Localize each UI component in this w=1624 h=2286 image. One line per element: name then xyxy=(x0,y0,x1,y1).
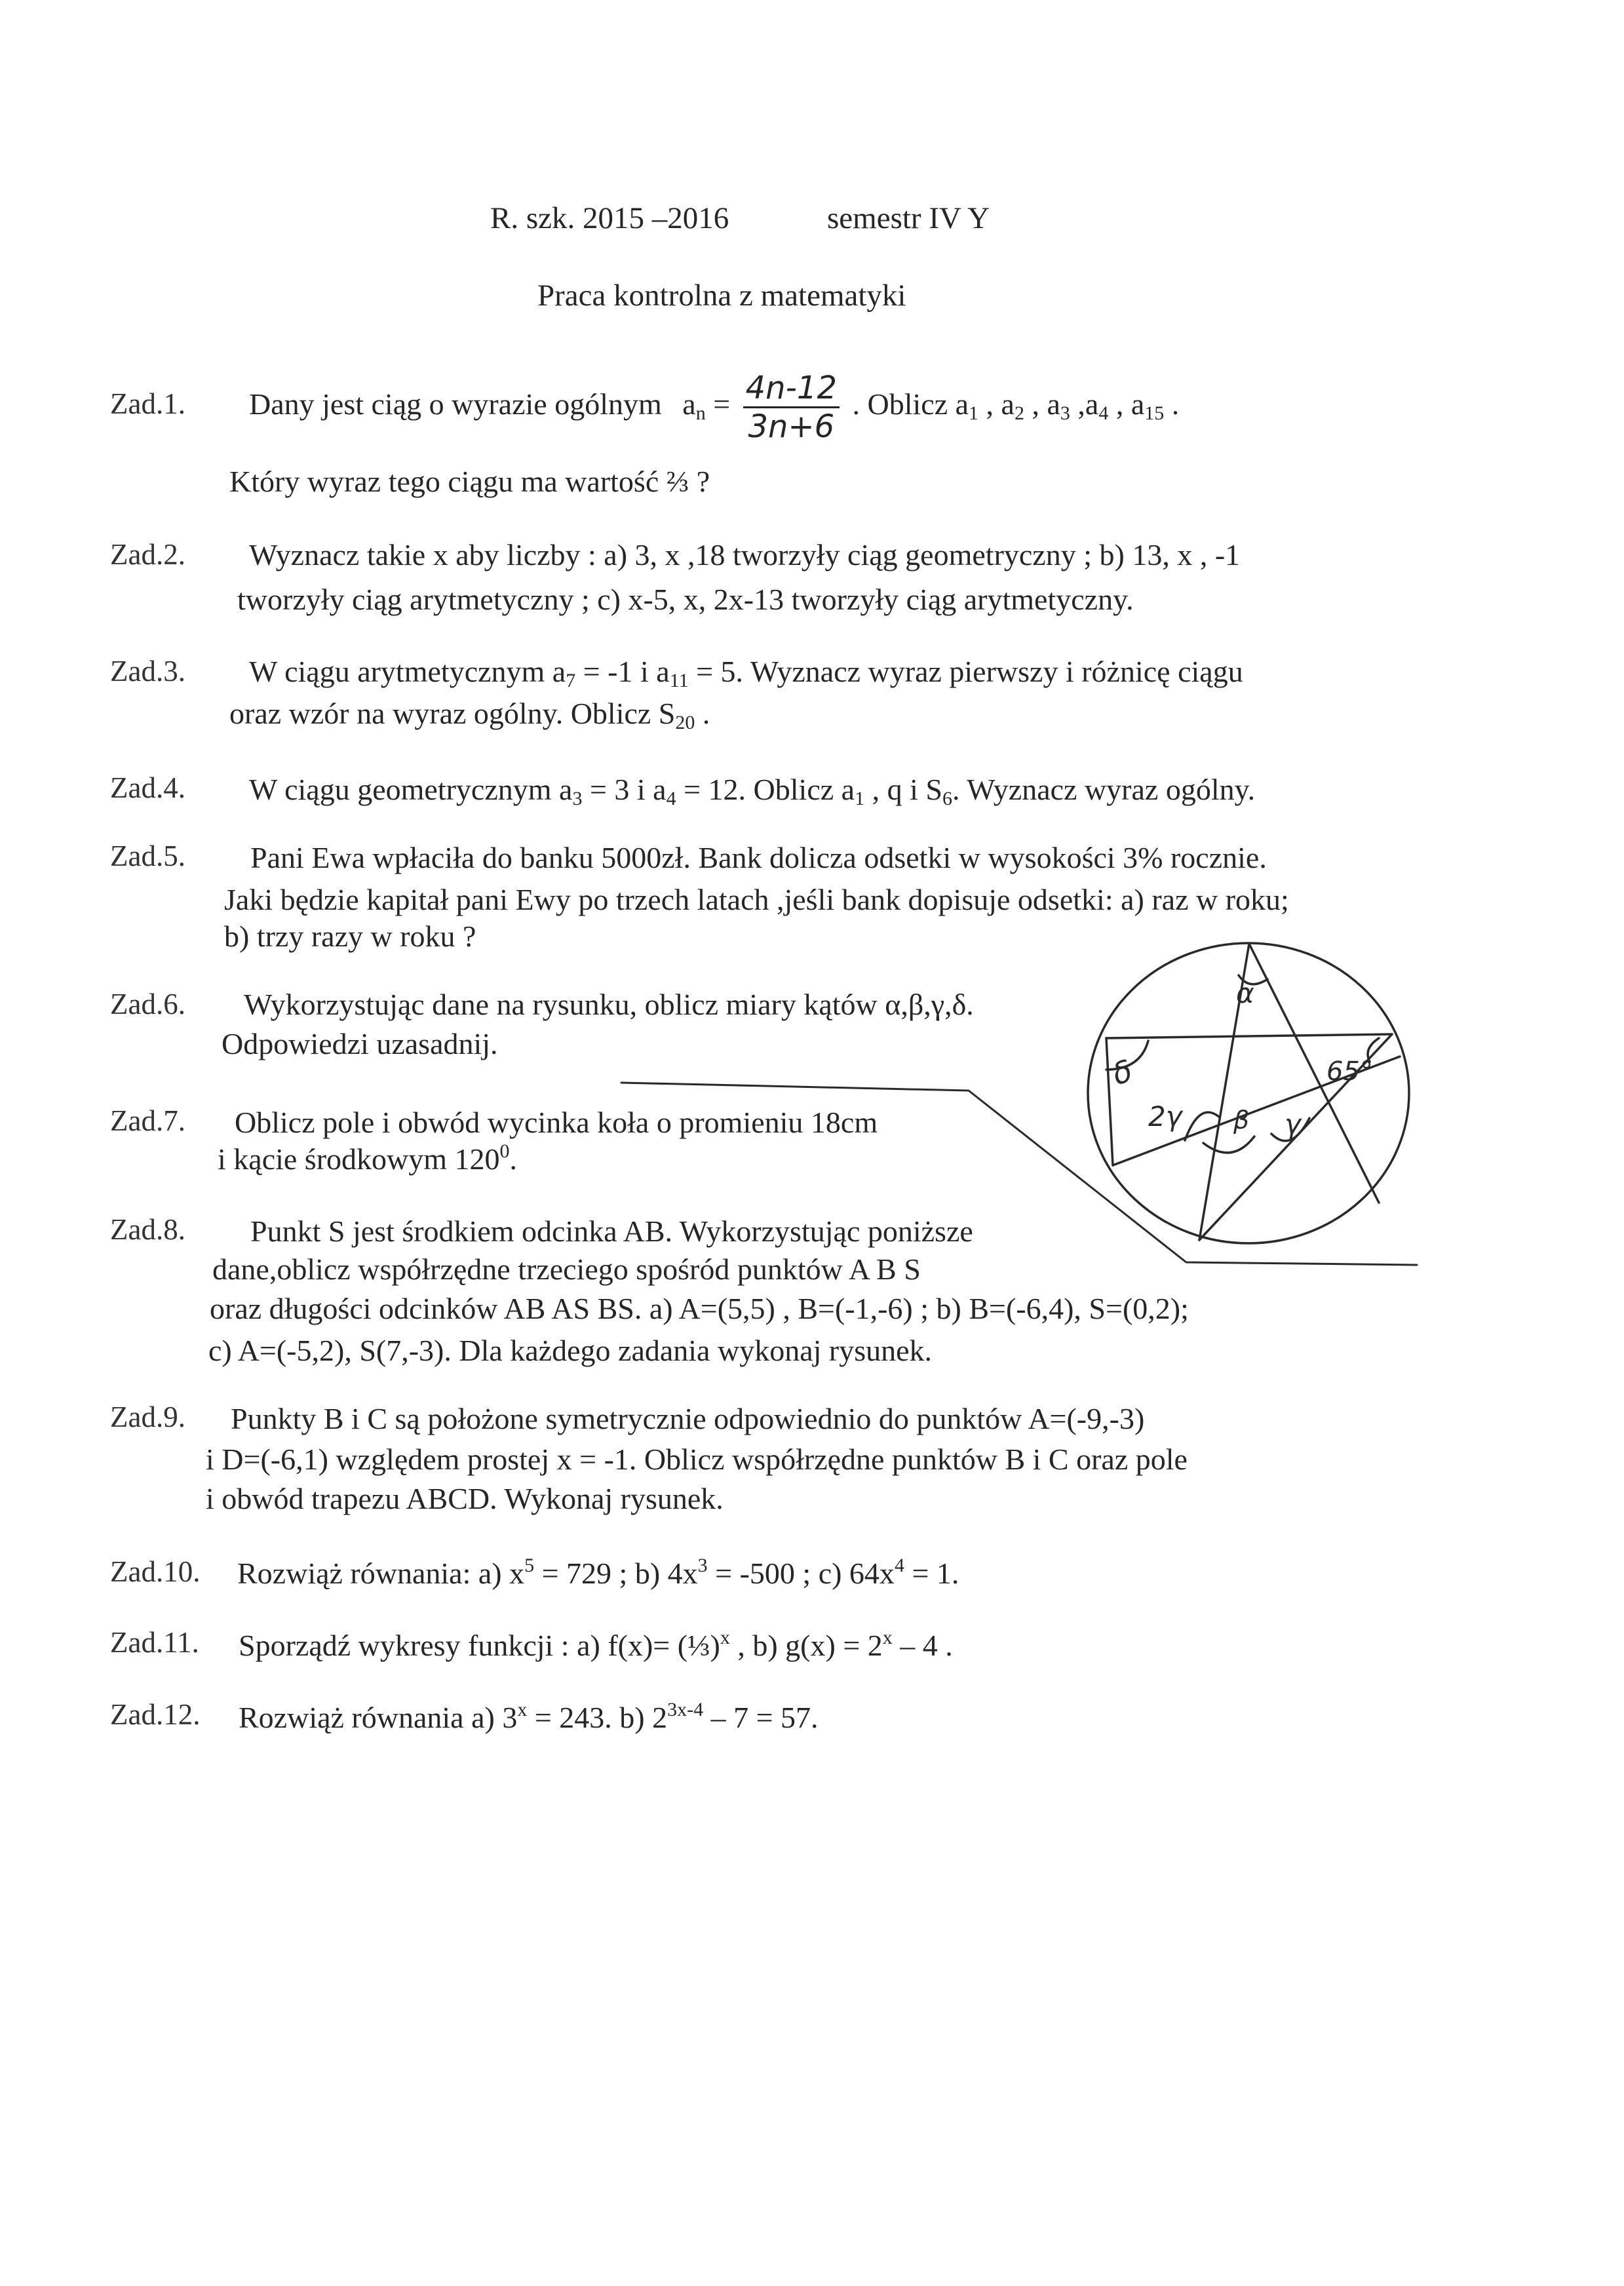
task-6-line-1: Wykorzystując dane na rysunku, oblicz miary kątów α,β,γ,δ. xyxy=(244,988,974,1021)
angle-two-gamma-label: 2γ xyxy=(1148,1100,1182,1133)
task-4-line-1: W ciągu geometrycznym $a_3 = 3$ i $a_4 = 12$. Oblicz $a_1$ , q i $S_6$. Wyznacz wyraz ogólny. xyxy=(249,773,1256,809)
semester: semestr IV Y xyxy=(827,201,990,235)
task-2-line-2: tworzyły ciąg arytmetyczny ; c) x-5, x, 2x-13 tworzyły ciąg arytmetyczny. xyxy=(237,583,1134,616)
task-11-line-1: Sporządź wykresy funkcji : a) f(x)= (⅓)$^x$ , b) $g(x) = 2^x - 4$ . xyxy=(239,1627,953,1662)
task-1-formula-lhs: $a_n$ = xyxy=(682,387,731,425)
task-9-line-1: Punkty B i C są położone symetrycznie odpowiednio do punktów A=(-9,-3) xyxy=(231,1402,1145,1435)
task-9-line-3: i obwód trapezu ABCD. Wykonaj rysunek. xyxy=(206,1482,724,1515)
task-1-compute: . Oblicz xyxy=(852,387,948,421)
task-2-label: Zad.2. xyxy=(110,538,185,571)
task-3-line-2: oraz wzór na wyraz ogólny. Oblicz $S_{20}$ . xyxy=(229,697,710,733)
task-10-line-1: Rozwiąż równania: a) $x^5 = 729$ ; b) $4x^3 = -500$ ; c) $64x^4 = 1$. xyxy=(237,1555,959,1590)
task-2-line-1: Wyznacz takie x aby liczby : a) 3, x ,18 tworzyły ciąg geometryczny ; b) 13, x , -1 xyxy=(249,538,1241,572)
task-3-line-1: W ciągu arytmetycznym $a_7 = -1$ i $a_{11} = 5$. Wyznacz wyraz pierwszy i różnicę ciągu xyxy=(249,655,1243,691)
task-7-label: Zad.7. xyxy=(110,1104,185,1137)
task-12-label: Zad.12. xyxy=(110,1698,201,1731)
task-3-label: Zad.3. xyxy=(110,655,185,688)
arc-beta xyxy=(1203,1136,1254,1153)
task-1-line-2: Który wyraz tego ciągu ma wartość ⅔ ? xyxy=(229,465,710,498)
task-9-line-2: i D=(-6,1) względem prostej x = -1. Oblicz współrzędne punktów B i C oraz pole xyxy=(206,1443,1188,1476)
angle-65-label: 65° xyxy=(1326,1056,1373,1087)
angle-gamma-label: γ xyxy=(1285,1108,1301,1140)
task-11-label: Zad.11. xyxy=(110,1626,199,1659)
task-5-label: Zad.5. xyxy=(110,840,185,872)
task-6-label: Zad.6. xyxy=(110,988,185,1020)
task-5-line-1: Pani Ewa wpłaciła do banku 5000zł. Bank dolicza odsetki w wysokości 3% rocznie. xyxy=(250,841,1267,874)
task-7-line-2: i kącie środkowym $120^0$. xyxy=(218,1140,518,1176)
chord-top-horizontal xyxy=(1106,1034,1392,1038)
page-title: Praca kontrolna z matematyki xyxy=(537,279,906,313)
school-year: R. szk. 2015 –2016 xyxy=(490,201,729,235)
angle-delta-label: δ xyxy=(1108,1053,1137,1093)
task-10-label: Zad.10. xyxy=(110,1555,201,1588)
task-1-fraction-numerator: 4n-12 xyxy=(743,372,840,408)
task-12-line-1: Rozwiąż równania a) $3^x = 243$. b) $2^{3x-4} - 7 = 57$. xyxy=(239,1699,819,1734)
task-8-label: Zad.8. xyxy=(110,1213,185,1246)
task-8-line-2: dane,oblicz współrzędne trzeciego spośród punktów A B S xyxy=(212,1252,921,1286)
task-7-line-1: Oblicz pole i obwód wycinka koła o promieniu 18cm xyxy=(235,1106,878,1139)
task-1-text: Dany jest ciąg o wyrazie ogólnym xyxy=(249,387,662,421)
task-8-line-1: Punkt S jest środkiem odcinka AB. Wykorzystując poniższe xyxy=(250,1214,973,1248)
task-1-fraction-denominator: 3n+6 xyxy=(748,408,835,445)
task-6-line-2: Odpowiedzi uzasadnij. xyxy=(222,1027,498,1060)
task-4-label: Zad.4. xyxy=(110,771,185,804)
task-9-label: Zad.9. xyxy=(110,1401,185,1433)
task-1-label: Zad.1. xyxy=(110,387,185,420)
task-5-line-2: Jaki będzie kapitał pani Ewy po trzech latach ,jeśli bank dopisuje odsetki: a) raz w roku; xyxy=(224,883,1289,916)
angle-beta-label: β xyxy=(1233,1106,1250,1134)
angle-alpha-label: α xyxy=(1236,977,1254,1009)
task-8-line-4: c) A=(-5,2), S(7,-3). Dla każdego zadania wykonaj rysunek. xyxy=(208,1334,933,1367)
task-1-terms: $a_1$ , $a_2$ , $a_3$ $,a_4$ , $a_{15}$ . xyxy=(955,387,1180,425)
task-8-line-3: oraz długości odcinków AB AS BS. a) A=(5,5) , B=(-1,-6) ; b) B=(-6,4), S=(0,2); xyxy=(210,1292,1189,1325)
task-5-line-3: b) trzy razy w roku ? xyxy=(224,920,476,953)
